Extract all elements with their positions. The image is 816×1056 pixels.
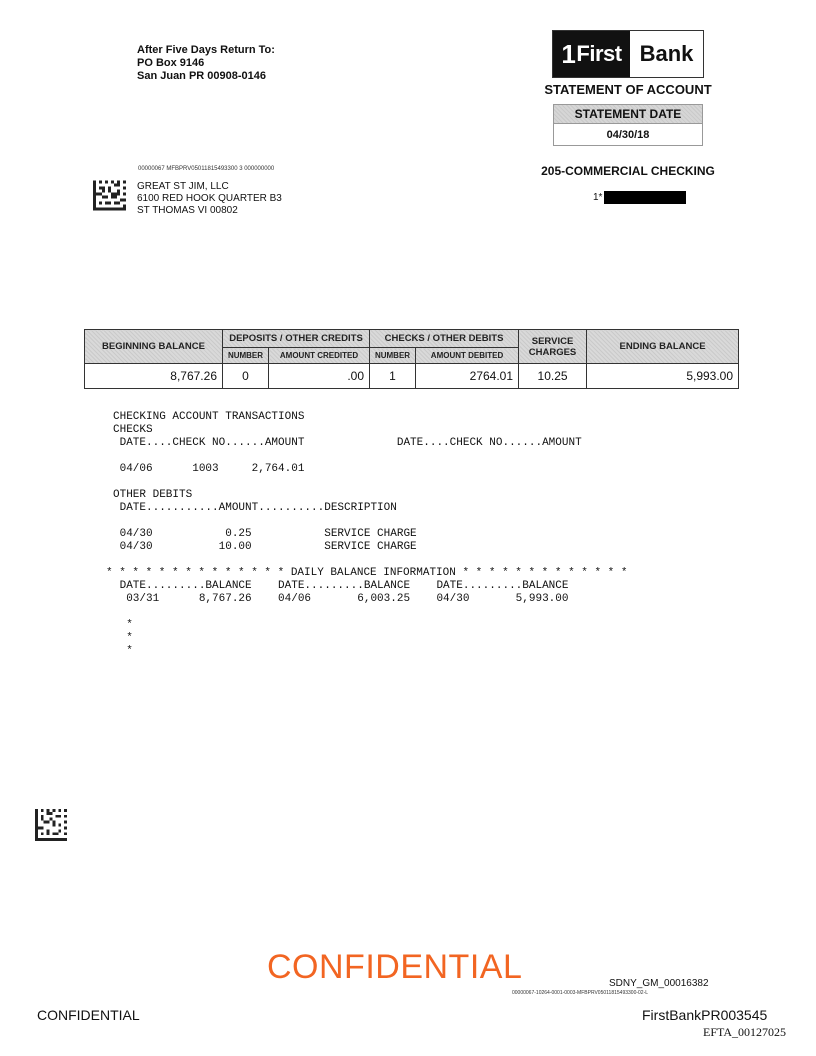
deposits-number-value: 0 [223, 364, 269, 389]
other-debits-column-header: DATE...........AMOUNT..........DESCRIPTION [113, 502, 397, 514]
barcode-icon [93, 180, 126, 211]
header-service-charges: SERVICE CHARGES [519, 330, 587, 364]
statement-title: STATEMENT OF ACCOUNT [544, 82, 712, 97]
bates-number: SDNY_GM_00016382 [609, 978, 709, 989]
daily-balance-column-header: DATE.........BALANCE DATE.........BALANCE DATE.........BALANCE [113, 580, 569, 592]
mailing-address [137, 181, 282, 217]
footer-document-id: FirstBankPR003545 [642, 1007, 768, 1023]
return-address-line: After Five Days Return To: [137, 44, 275, 56]
check-row: 04/06 1003 2,764.01 [113, 463, 305, 475]
ending-balance-value: 5,993.00 [587, 364, 739, 389]
efta-number: EFTA_00127025 [703, 1025, 787, 1039]
header-ending-balance: ENDING BALANCE [587, 330, 739, 364]
account-number-prefix: 1* [593, 192, 603, 203]
redaction-bar [604, 191, 686, 204]
debit-row: 04/30 0.25 SERVICE CHARGE [113, 528, 417, 540]
statement-date-box [553, 104, 703, 146]
service-charges-value: 10.25 [519, 364, 587, 389]
statement-date-value: 04/30/18 [606, 129, 650, 141]
header-deposits: DEPOSITS / OTHER CREDITS [223, 330, 370, 348]
asterisk-marker: * [113, 632, 133, 644]
balance-summary-table [84, 329, 739, 389]
account-number [593, 191, 686, 204]
beginning-balance-value: 8,767.26 [85, 364, 223, 389]
return-address-line: San Juan PR 00908-0146 [137, 70, 267, 82]
daily-balance-row: 03/31 8,767.26 04/06 6,003.25 04/30 5,993.00 [113, 593, 569, 605]
header-amount-debited: AMOUNT DEBITED [416, 348, 519, 364]
logo-bank-text: Bank [639, 41, 694, 66]
bank-logo [552, 30, 704, 78]
account-type: 205-COMMERCIAL CHECKING [541, 164, 715, 178]
table-row [85, 364, 739, 389]
asterisk-marker: * [113, 619, 133, 631]
mailing-code-line: 00000067 MFBPRV05011815493300 3 000000000 [138, 166, 275, 172]
header-checks: CHECKS / OTHER DEBITS [370, 330, 519, 348]
mailing-name: GREAT ST JIM, LLC [137, 181, 229, 192]
checks-column-header: DATE....CHECK NO......AMOUNT DATE....CHECK NO......AMOUNT [113, 437, 582, 449]
daily-balance-heading: * * * * * * * * * * * * * * DAILY BALANCE INFORMATION * * * * * * * * * * * * * [106, 567, 628, 579]
other-debits-heading: OTHER DEBITS [113, 489, 193, 501]
debit-row: 04/30 10.00 SERVICE CHARGE [113, 541, 417, 553]
bates-code: 00000067-10264-0001-0003-MFBPRV05011815493300-02-L [512, 990, 649, 996]
logo-first-text: First [576, 41, 622, 66]
amount-credited-value: .00 [269, 364, 370, 389]
header-amount-credited: AMOUNT CREDITED [269, 348, 370, 364]
header-checks-number: NUMBER [370, 348, 416, 364]
barcode-icon [35, 809, 67, 841]
header-deposits-number: NUMBER [223, 348, 269, 364]
transactions-heading: CHECKING ACCOUNT TRANSACTIONS [113, 411, 305, 423]
mailing-street: 6100 RED HOOK QUARTER B3 [137, 193, 282, 204]
footer-confidential: CONFIDENTIAL [37, 1007, 140, 1023]
checks-number-value: 1 [370, 364, 416, 389]
asterisk-marker: * [113, 645, 133, 657]
return-address-line: PO Box 9146 [137, 57, 205, 69]
checks-heading: CHECKS [113, 424, 153, 436]
logo-number: 1 [561, 38, 576, 69]
confidential-stamp: CONFIDENTIAL [267, 948, 523, 986]
mailing-city: ST THOMAS VI 00802 [137, 205, 238, 216]
amount-debited-value: 2764.01 [416, 364, 519, 389]
statement-date-label: STATEMENT DATE [554, 105, 702, 124]
logo-first-block [553, 31, 630, 77]
return-address [137, 44, 275, 83]
header-beginning-balance: BEGINNING BALANCE [85, 330, 223, 364]
